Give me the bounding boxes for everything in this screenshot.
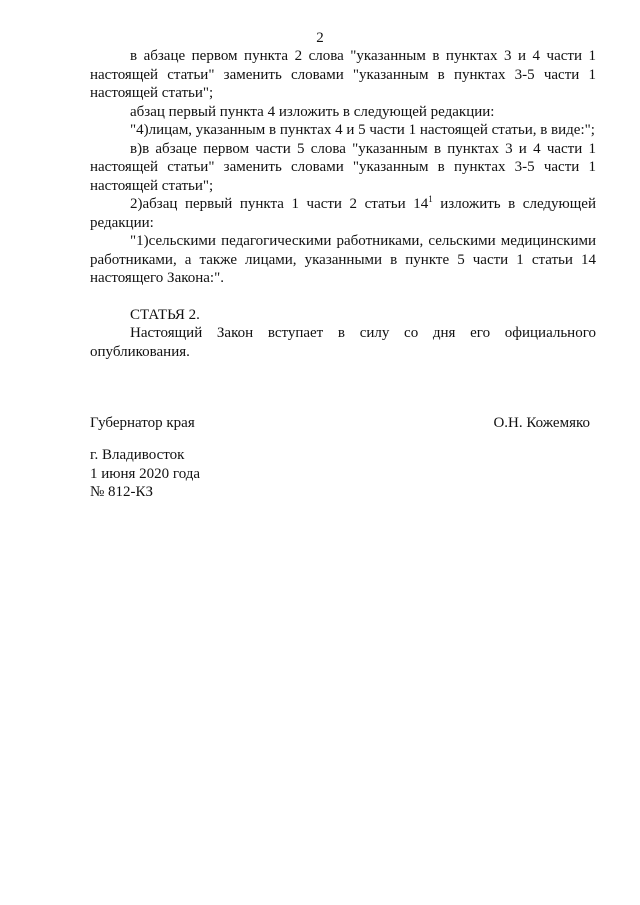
article-text: Настоящий Закон вступает в силу со дня его официального опубликования. <box>90 325 596 360</box>
footer-city: г. Владивосток <box>90 447 185 463</box>
signatory-name: О.Н. Кожемяко <box>493 415 590 431</box>
document-body <box>90 47 596 361</box>
paragraph-article-14-1-before: 2)абзац первый пункта 1 части 2 статьи 14 <box>130 196 429 212</box>
superscript-index: 1 <box>428 194 433 204</box>
paragraph-point-4-text: "4)лицам, указанным в пунктах 4 и 5 части 1 настоящей статьи, в виде:"; <box>130 122 595 138</box>
paragraph-article-14-1 <box>90 195 596 232</box>
footer-date: 1 июня 2020 года <box>90 465 201 482</box>
paragraph-amend-point-2: в абзаце первом пункта 2 слова "указанным в пунктах 3 и 4 части 1 настоящей статьи" заменить словами "указанным в пунктах 3-5 части 1 настоящей статьи"; <box>90 48 596 101</box>
footer-law-number: № 812-КЗ <box>90 484 154 500</box>
document-footer <box>90 446 200 502</box>
page-number: 2 <box>316 30 324 46</box>
paragraph-rural-workers: "1)сельскими педагогическими работниками, сельскими медицинскими работниками, а также лицами, указанными в пункте 5 части 1 статьи 14 настоящего Закона:". <box>90 233 596 286</box>
signatory-position: Губернатор края <box>90 415 195 431</box>
paragraph-point-4-intro: абзац первый пункта 4 изложить в следующей редакции: <box>130 103 495 120</box>
paragraph-part-5-amend: в)в абзаце первом части 5 слова "указанным в пунктах 3 и 4 части 1 настоящей статьи" заменить словами "указанным в пунктах 3-5 части 1 настоящей статьи"; <box>90 140 596 194</box>
article-heading: СТАТЬЯ 2. <box>130 306 200 323</box>
paragraph-article-14-1-after: изложить в следующей редакции: <box>90 196 596 231</box>
